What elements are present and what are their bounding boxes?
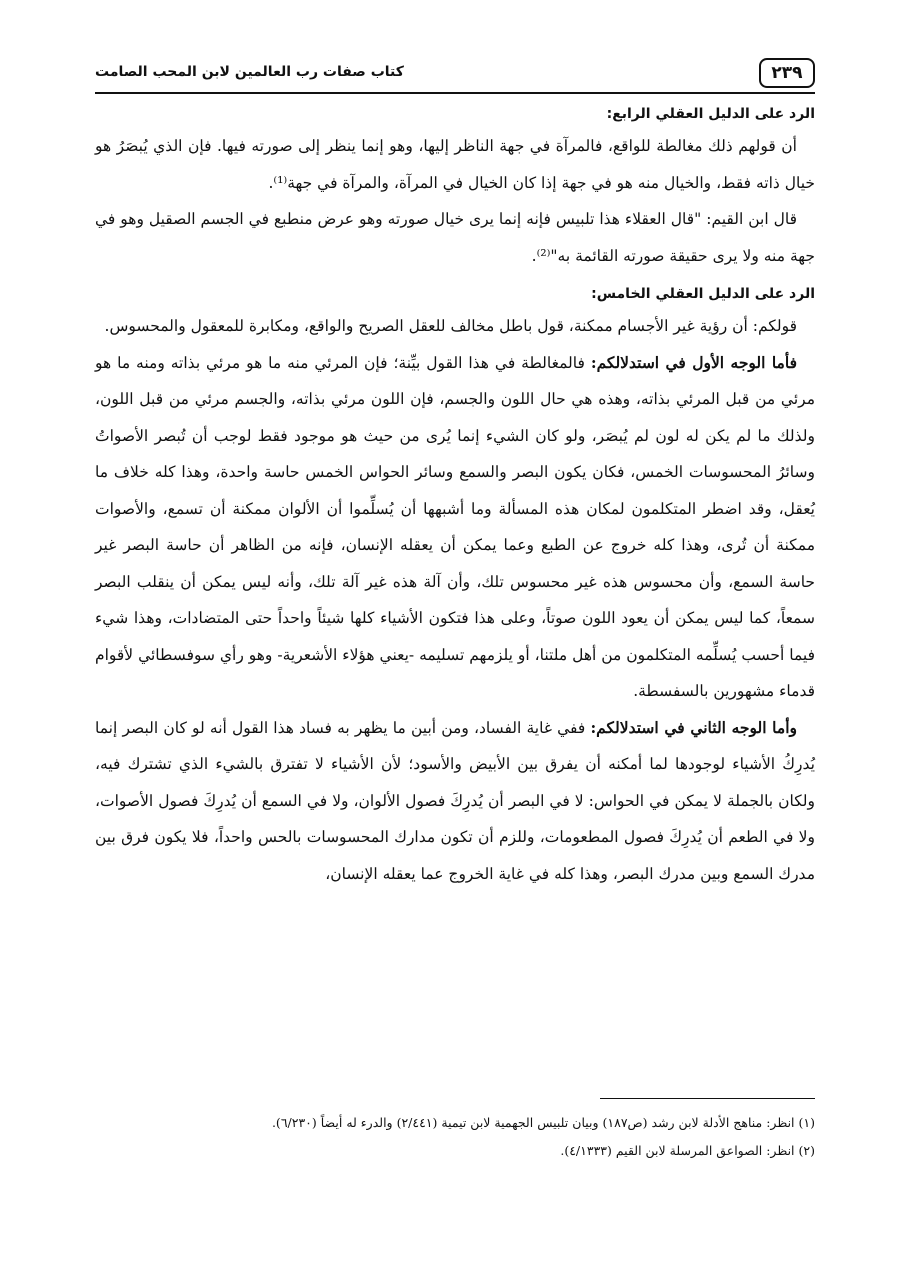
paragraph-lead: فأما الوجه الأول في استدلالكم: <box>590 352 797 372</box>
page-body <box>95 106 815 892</box>
paragraph <box>95 710 815 893</box>
paragraph <box>95 128 815 201</box>
paragraph-text: أن قولهم ذلك مغالطة للواقع، فالمرآة في جهة الناظر إليها، وهو إنما ينظر إلى صورته فيها. فإن الذي يُبصَرُ هو خيال ذاته فقط، والخيال منه هو في جهة إذا كان الخيال في المرآة، والمرآة في جهة⁽¹⁾. <box>95 137 815 192</box>
section-heading: الرد على الدليل العقلي الرابع: <box>606 106 815 122</box>
footnote: (١) انظر: مناهج الأدلة لابن رشد (ص١٨٧) وبيان تلبيس الجهمية لابن تيمية (٢/٤٤١) والدرء له أيضاً (٦/٢٣٠). <box>271 1115 815 1130</box>
paragraph-text: قولكم: أن رؤية غير الأجسام ممكنة، قول باطل مخالف للعقل الصريح والواقع، ومكابرة للمعقول والمحسوس. <box>104 317 797 335</box>
footnote-divider <box>600 1098 815 1099</box>
paragraph-text: قال ابن القيم: "قال العقلاء هذا تلبيس فإنه إنما يرى خيال صورته وهو عرض منطبع في الجسم الصقيل وهو في جهة منه ولا يرى حقيقة صورته القائمة به"⁽²⁾. <box>95 210 815 265</box>
paragraph-lead: وأما الوجه الثاني في استدلالكم: <box>590 717 797 737</box>
page-number: ٢٣٩ <box>759 58 815 88</box>
section-heading: الرد على الدليل العقلي الخامس: <box>591 286 815 302</box>
page-header <box>95 58 815 94</box>
footnote: (٢) انظر: الصواعق المرسلة لابن القيم (٤/١٣٣٣). <box>560 1143 815 1158</box>
paragraph-text: ففي غاية الفساد، ومن أبين ما يظهر به فساد هذا القول أنه لو كان البصر إنما يُدرِكُ الأشياء لوجودها لما أمكنه أن يفرق بين الأبيض والأسود؛ لأن الأشياء لا تفترق بالشيء الذي تشترك فيه، ولكان بالجملة لا يمكن في الحواس: لا في البصر أن يُدرِكَ فصول الألوان، ولا في السمع أن يُدرِكَ فصول الأصوات، ولا في الطعم أن يُدرِكَ فصول المطعومات، وللزم أن تكون مدارك المحسوسات بالحس واحداً، فلا يكون فرق بين مدرك السمع وبين مدرك البصر، وهذا كله في غاية الخروج عما يعقله الإنسان، <box>95 718 815 883</box>
paragraph <box>95 308 815 345</box>
paragraph <box>95 345 815 710</box>
book-title: كتاب صفات رب العالمين لابن المحب الصامت <box>95 64 404 80</box>
paragraph <box>95 201 815 274</box>
paragraph-text: فالمغالطة في هذا القول بيِّنة؛ فإن المرئي منه ما هو مرئي بذاته ومنه ما هو مرئي من قبل المرئي بذاته، وهذه هي حال اللون والجسم، فإن اللون مرئي بذاته، والجسم مرئي من قبل اللون، ولذلك ما لم يكن له لون لم يُبصَر، ولو كان الشيء إنما يُرى من حيث هو موجود فقط لوجب أن تُبصر الأصواتُ وسائرُ المحسوسات الخمس، فكان يكون البصر والسمع وسائر الحواس الخمس حاسة واحدة، وهذا كله خلاف ما يُعقل، وقد اضطر المتكلمون لمكان هذه المسألة وما أشبهها أن يُسلِّموا أن الألوان ممكنة أن تسمع، والأصوات ممكنة أن تُرى، وهذا كله خروج عن الطبع وعما يمكن أن يعقله الإنسان، فإنه من الظاهر أن حاسة البصر غير حاسة السمع، وأن محسوس هذه غير محسوس تلك، وأن آلة هذه غير آلة تلك، وأنه ليس يمكن أن ينقلب البصر سمعاً، كما ليس يمكن أن يعود اللون صوتاً، وعلى هذا فتكون الأشياء كلها شيئاً واحداً حتى المتضادات، وهذا شيء فيما أحسب يُسلِّمه المتكلمون من أهل ملتنا، أو يلزمهم تسليمه -يعني هؤلاء الأشعرية- وهو رأي سوفسطائي لأقوام قدماء مشهورين بالسفسطة. <box>94 353 815 700</box>
footnotes <box>95 1098 815 1165</box>
page <box>95 58 815 892</box>
